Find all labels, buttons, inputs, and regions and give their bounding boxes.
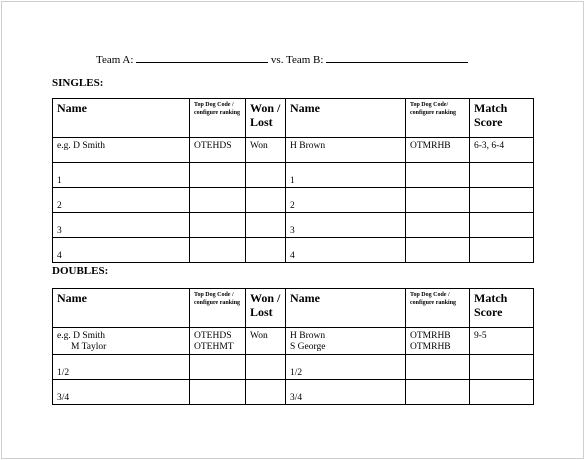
header-code: Top Dog Code / configure ranking — [190, 289, 246, 328]
cell-codes[interactable] — [406, 328, 470, 355]
vs-team-b-label: vs. Team B: — [270, 54, 324, 66]
cell-score[interactable] — [470, 163, 534, 188]
singles-example-row — [53, 138, 534, 163]
singles-label: SINGLES: — [52, 77, 104, 89]
cell-pair-number[interactable]: 3/4 — [286, 380, 406, 405]
player-name: e.g. D Smith — [57, 331, 106, 341]
header-won-lost: Won / Lost — [246, 99, 286, 138]
cell-score[interactable] — [470, 355, 534, 380]
player-code: OTMRHB — [410, 342, 451, 352]
header-name: Name — [53, 289, 190, 328]
cell-name[interactable]: H Brown — [286, 138, 406, 163]
cell-code[interactable] — [406, 355, 470, 380]
player-code: OTMRHB — [410, 331, 451, 341]
doubles-table — [52, 288, 534, 405]
header-name: Name — [286, 99, 406, 138]
cell-code[interactable] — [406, 213, 470, 238]
cell-code[interactable] — [406, 380, 470, 405]
team-b-input-line[interactable] — [326, 51, 468, 63]
cell-result[interactable]: Won — [246, 138, 286, 163]
team-a-input-line[interactable] — [136, 51, 268, 63]
cell-score[interactable] — [470, 213, 534, 238]
player-code: OTEHDS — [194, 331, 232, 341]
singles-row — [53, 213, 534, 238]
header-won-lost: Won / Lost — [246, 289, 286, 328]
cell-row-number[interactable]: 4 — [286, 238, 406, 263]
cell-code[interactable]: OTEHDS — [190, 138, 246, 163]
singles-row — [53, 188, 534, 213]
cell-code[interactable] — [190, 213, 246, 238]
cell-result[interactable] — [246, 238, 286, 263]
cell-row-number[interactable]: 1 — [286, 163, 406, 188]
header-match-score: Match Score — [470, 289, 534, 328]
cell-score[interactable]: 6-3, 6-4 — [470, 138, 534, 163]
cell-score[interactable] — [470, 238, 534, 263]
doubles-row — [53, 380, 534, 405]
cell-code[interactable] — [406, 188, 470, 213]
doubles-header-row — [53, 289, 534, 328]
cell-names[interactable] — [53, 328, 190, 355]
cell-row-number[interactable]: 2 — [53, 188, 190, 213]
cell-result[interactable] — [246, 213, 286, 238]
cell-names[interactable] — [286, 328, 406, 355]
cell-row-number[interactable]: 1 — [53, 163, 190, 188]
cell-code[interactable] — [190, 188, 246, 213]
header-name: Name — [53, 99, 190, 138]
header-code: Top Dog Code / configure ranking — [190, 99, 246, 138]
cell-score[interactable] — [470, 380, 534, 405]
cell-result[interactable] — [246, 188, 286, 213]
header-code: Top Dog Code / configure ranking — [406, 289, 470, 328]
cell-codes[interactable] — [190, 328, 246, 355]
cell-score[interactable]: 9-5 — [470, 328, 534, 355]
singles-header-row — [53, 99, 534, 138]
team-header — [96, 51, 468, 66]
team-a-label: Team A: — [96, 54, 134, 66]
singles-table — [52, 98, 534, 263]
singles-row — [53, 238, 534, 263]
player-name: S George — [290, 342, 326, 352]
player-name: M Taylor — [71, 342, 107, 352]
cell-row-number[interactable]: 3 — [286, 213, 406, 238]
cell-result[interactable]: Won — [246, 328, 286, 355]
player-name: H Brown — [290, 331, 326, 341]
cell-row-number[interactable]: 2 — [286, 188, 406, 213]
cell-pair-number[interactable]: 1/2 — [286, 355, 406, 380]
cell-code[interactable] — [190, 238, 246, 263]
cell-code[interactable] — [190, 355, 246, 380]
doubles-example-row — [53, 328, 534, 355]
singles-row — [53, 163, 534, 188]
cell-code[interactable]: OTMRHB — [406, 138, 470, 163]
cell-code[interactable] — [406, 163, 470, 188]
cell-score[interactable] — [470, 188, 534, 213]
cell-code[interactable] — [190, 163, 246, 188]
cell-pair-number[interactable]: 3/4 — [53, 380, 190, 405]
doubles-label: DOUBLES: — [52, 265, 109, 277]
cell-result[interactable] — [246, 355, 286, 380]
cell-code[interactable] — [190, 380, 246, 405]
doubles-row — [53, 355, 534, 380]
cell-pair-number[interactable]: 1/2 — [53, 355, 190, 380]
cell-row-number[interactable]: 4 — [53, 238, 190, 263]
header-match-score: Match Score — [470, 99, 534, 138]
cell-result[interactable] — [246, 380, 286, 405]
cell-result[interactable] — [246, 163, 286, 188]
player-code: OTEHMT — [194, 342, 234, 352]
header-name: Name — [286, 289, 406, 328]
cell-code[interactable] — [406, 238, 470, 263]
cell-row-number[interactable]: 3 — [53, 213, 190, 238]
cell-name[interactable]: e.g. D Smith — [53, 138, 190, 163]
header-code: Top Dog Code/ configure ranking — [406, 99, 470, 138]
